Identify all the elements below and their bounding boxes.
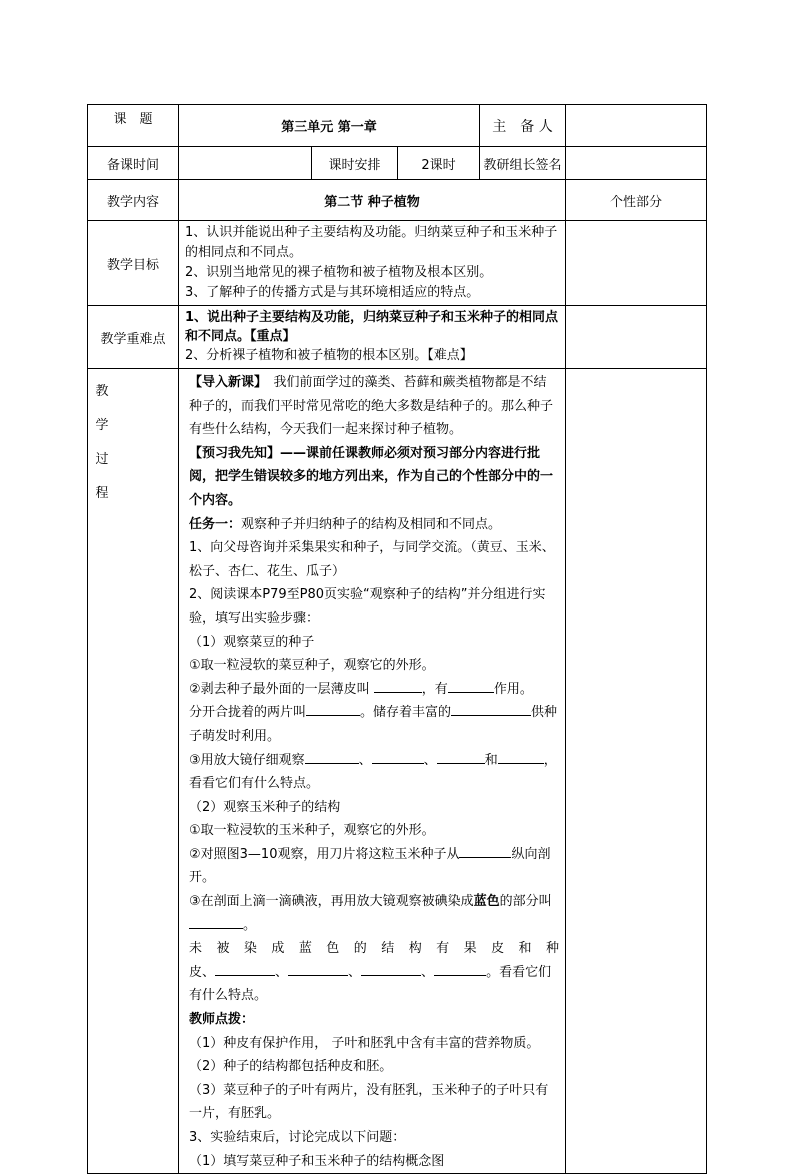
fill-blank[interactable]: [448, 678, 494, 693]
fill-blank[interactable]: [374, 678, 422, 693]
process-row: [88, 369, 707, 1174]
bean-step-3: 分开合拢着的两片叫 。储存着丰富的 供种子萌发时利用。: [189, 701, 559, 748]
bean-step-1: ①取一粒浸软的菜豆种子，观察它的外形。: [189, 658, 435, 674]
intro-paragraph: [189, 371, 559, 442]
corn-step-3: ③在剖面上滴一滴碘液，再用放大镜观察被碘染成蓝色的部分叫。: [189, 894, 552, 933]
goals-text: [179, 221, 566, 306]
goals-label: 教学目标: [88, 221, 179, 306]
tip-2: （2）种子的结构都包括种皮和胚。: [189, 1059, 393, 1075]
preparer-value: [566, 105, 707, 147]
fill-blank[interactable]: [437, 749, 485, 764]
signature-label: 教研组长签名: [480, 147, 566, 180]
question-1: （1）填写菜豆种子和玉米种子的结构概念图: [189, 1153, 445, 1169]
task-title: 任务一：: [189, 516, 242, 532]
topic-row: [88, 105, 707, 147]
key-points-text: [179, 306, 566, 369]
task-line: [189, 513, 559, 537]
signature-value: [566, 147, 707, 180]
content-row: [88, 180, 707, 221]
process-label-char: 教: [95, 384, 109, 399]
preparer-label: 主 备 人: [480, 105, 566, 147]
corn-step-1: ①取一粒浸软的玉米种子，观察它的外形。: [189, 823, 435, 839]
step-1: 1、向父母咨询并采集果实和种子，与同学交流。（黄豆、玉米、松子、杏仁、花生、瓜子）: [189, 540, 555, 579]
process-personal: [566, 369, 707, 1174]
fill-blank[interactable]: [215, 961, 275, 976]
goal-line: 1、认识并能说出种子主要结构及功能。归纳菜豆种子和玉米种子的相同点和不同点。: [185, 225, 558, 260]
prep-time-row: [88, 147, 707, 180]
corn-step-5: 皮、 、 、 、 。看看它们有什么特点。: [189, 961, 559, 1008]
prep-time-label: 备课时间: [88, 147, 179, 180]
process-content: [179, 369, 566, 1174]
key-points-label: 教学重难点: [88, 306, 179, 369]
schedule-value: 2课时: [398, 147, 480, 180]
personal-label: 个性部分: [566, 180, 707, 221]
process-label-char: 学: [95, 418, 109, 433]
teacher-title: 教师点拨：: [189, 1012, 255, 1028]
fill-blank[interactable]: [288, 961, 348, 976]
fill-blank[interactable]: [305, 749, 359, 764]
step-2: 2、阅读课本P79至P80页实验“观察种子的结构”并分组进行实验，填写出实验步骤：: [189, 587, 546, 626]
key-point-line: 1、说出种子主要结构及功能，归纳菜豆种子和玉米种子的相同点和不同点。【重点】: [185, 310, 559, 344]
goal-line: 2、识别当地常见的裸子植物和被子植物及根本区别。: [185, 265, 493, 280]
bean-title: （1）观察菜豆的种子: [189, 634, 315, 650]
topic-value: 第三单元 第一章: [179, 105, 480, 147]
process-label-char: 过: [95, 452, 109, 467]
fill-blank[interactable]: [498, 749, 544, 764]
intro-title: 【导入新课】: [189, 375, 261, 390]
content-label: 教学内容: [88, 180, 179, 221]
bean-step-4: ③用放大镜仔细观察 、 、 和 ，看看它们有什么特点。: [189, 749, 559, 796]
topic-label: 课 题: [88, 105, 179, 147]
goals-personal: [566, 221, 707, 306]
corn-step-4: 未被染成蓝色的结构有果皮和种: [189, 941, 560, 957]
process-label-char: 程: [95, 486, 109, 501]
intro-text: 我们前面学过的藻类、苔藓和蕨类植物都是不结种子的，而我们平时常见常吃的绝大多数是结种子的。那么种子有些什么结构，今天我们一起来探讨种子植物。: [189, 375, 554, 438]
tip-1: （1）种皮有保护作用， 子叶和胚乳中含有丰富的营养物质。: [189, 1035, 540, 1051]
task-text: 观察种子并归纳种子的结构及相同和不同点。: [241, 516, 502, 532]
key-points-personal: [566, 306, 707, 369]
fill-blank[interactable]: [189, 914, 243, 929]
goals-row: [88, 221, 707, 306]
fill-blank[interactable]: [372, 749, 424, 764]
fill-blank[interactable]: [459, 843, 511, 858]
fill-blank[interactable]: [451, 701, 531, 716]
goal-line: 3、了解种子的传播方式是与其环境相适应的特点。: [185, 285, 480, 300]
fill-blank[interactable]: [434, 961, 486, 976]
bean-step-2: ②剥去种子最外面的一层薄皮叫 ，有 作用。: [189, 678, 559, 702]
fill-blank[interactable]: [306, 701, 360, 716]
fill-blank[interactable]: [361, 961, 421, 976]
tip-3: （3）菜豆种子的子叶有两片，没有胚乳，玉米种子的子叶只有一片，有胚乳。: [189, 1082, 549, 1122]
schedule-label: 课时安排: [312, 147, 398, 180]
step-3: 3、实验结束后，讨论完成以下问题：: [189, 1130, 406, 1145]
corn-step-2: ②对照图3—10观察，用刀片将这粒玉米种子从 纵向剖开。: [189, 843, 559, 890]
process-label: [88, 369, 179, 1174]
corn-title: （2）观察玉米种子的结构: [189, 799, 341, 815]
preview-paragraph: 【预习我先知】——课前任课教师必须对预习部分内容进行批阅，把学生错误较多的地方列出来，作为自己的个性部分中的一个内容。: [189, 445, 554, 508]
key-point-line: 2、分析裸子植物和被子植物的根本区别。【难点】: [185, 348, 473, 363]
lesson-plan-table: [87, 104, 707, 1174]
content-value: 第二节 种子植物: [179, 180, 566, 221]
key-points-row: [88, 306, 707, 369]
prep-time-value: [179, 147, 312, 180]
